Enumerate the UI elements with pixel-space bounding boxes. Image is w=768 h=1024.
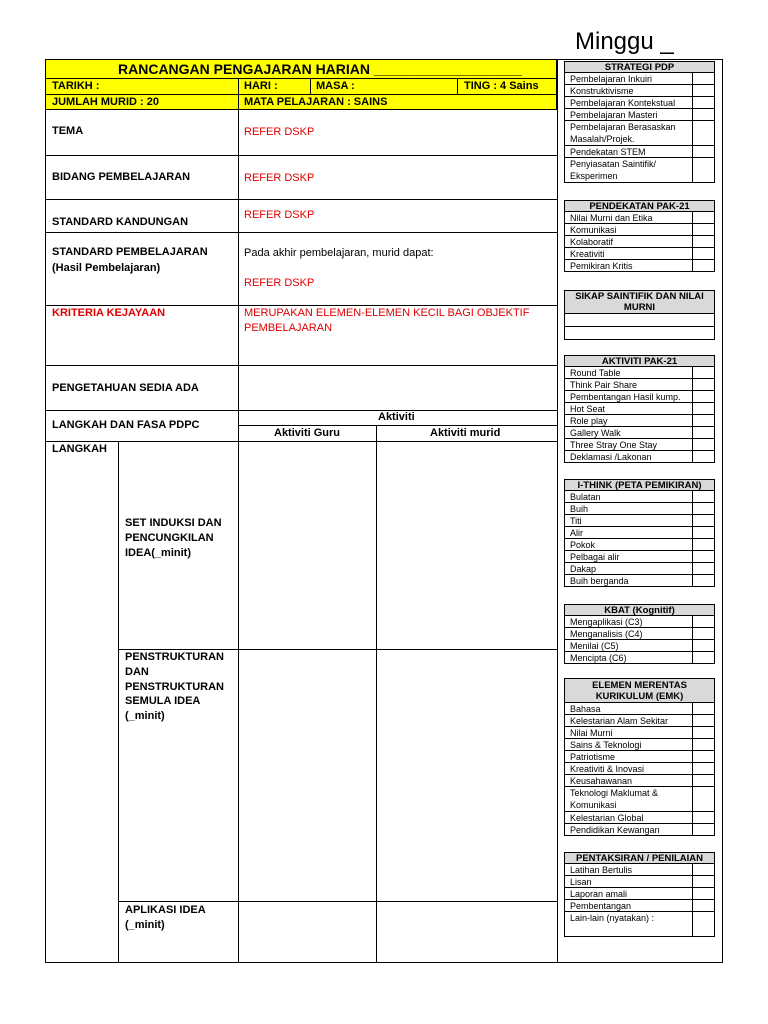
tick-box[interactable]: [692, 912, 714, 936]
sidebar-aktiviti-item-label: Gallery Walk: [570, 428, 621, 438]
sidebar-aktiviti-item-label: Role play: [570, 416, 608, 426]
sidebar-pak21-item-label: Kolaboratif: [570, 237, 614, 247]
langkah-label: LANGKAH: [52, 443, 107, 455]
sidebar-ithink-row: [564, 515, 715, 527]
sidebar-pak21-row: [564, 236, 715, 248]
sidebar-pak21-item-label: Komunikasi: [570, 225, 617, 235]
tick-box[interactable]: [692, 212, 714, 223]
tick-box[interactable]: [692, 775, 714, 786]
sidebar-emk-row: [564, 751, 715, 763]
aktiviti-guru-header: Aktiviti Guru: [274, 427, 341, 439]
sidebar-ithink-item-label: Titi: [570, 516, 582, 526]
sidebar-pak21-item-label: Nilai Murni dan Etika: [570, 213, 653, 223]
sidebar-ithink-item-label: Buih berganda: [570, 576, 629, 586]
tick-box[interactable]: [692, 224, 714, 235]
sidebar-ithink-row: [564, 503, 715, 515]
sidebar-ithink-item-label: Bulatan: [570, 492, 601, 502]
tick-box[interactable]: [692, 121, 714, 145]
mata-pelajaran-field: MATA PELAJARAN : SAINS: [244, 96, 388, 108]
sidebar-strategi-item-label: Pembelajaran Inkuiri: [570, 74, 653, 84]
tick-box[interactable]: [692, 652, 714, 663]
sidebar-kbat-item-label: Mengaplikasi (C3): [570, 617, 643, 627]
sidebar-ithink-title: I-THINK (PETA PEMIKIRAN): [564, 479, 715, 491]
masa-field: MASA :: [316, 80, 355, 92]
tick-box[interactable]: [692, 888, 714, 899]
tick-box[interactable]: [692, 539, 714, 550]
sidebar-strategi-row: [564, 73, 715, 85]
sidebar-kbat-row: [564, 628, 715, 640]
ting-field: TING : 4 Sains: [464, 80, 539, 92]
sidebar-pentaksiran-row: [564, 912, 715, 937]
sidebar-aktiviti-row: [564, 415, 715, 427]
sidebar-pentaksiran-row: [564, 888, 715, 900]
sidebar-emk-item-label: Patriotisme: [570, 752, 616, 762]
pengetahuan-label: PENGETAHUAN SEDIA ADA: [52, 382, 199, 394]
hasil-pembelajaran-label: (Hasil Pembelajaran): [52, 262, 161, 274]
tick-box[interactable]: [692, 427, 714, 438]
tick-box[interactable]: [692, 491, 714, 502]
sidebar-emk-item-label: Sains & Teknologi: [570, 740, 642, 750]
sidebar-aktiviti-row: [564, 439, 715, 451]
sidebar-ithink-row: [564, 539, 715, 551]
sidebar-sikap-title: SIKAP SAINTIFIK DAN NILAI MURNI: [564, 290, 715, 314]
sidebar-emk-row: [564, 824, 715, 836]
tick-box[interactable]: [692, 73, 714, 84]
sidebar-ithink-row: [564, 527, 715, 539]
sidebar-pentaksiran-item-label: Lisan: [570, 877, 592, 887]
sidebar-ithink-row: [564, 563, 715, 575]
sidebar-strategi-item-label: Pembelajaran Berasaskan Masalah/Projek.: [570, 122, 676, 144]
sidebar-kbat-item-label: Menganalisis (C4): [570, 629, 643, 639]
sidebar-emk-item-label: Kelestarian Global: [570, 813, 644, 823]
tick-box[interactable]: [692, 248, 714, 259]
sidebar-aktiviti-item-label: Pembentangan Hasil kump.: [570, 392, 681, 402]
sidebar-emk-row: [564, 812, 715, 824]
sidebar-emk-item-label: Kelestarian Alam Sekitar: [570, 716, 669, 726]
tick-box[interactable]: [692, 763, 714, 774]
standard-kandungan-value: REFER DSKP: [244, 209, 315, 221]
tick-box[interactable]: [692, 451, 714, 462]
sidebar-emk-item-label: Bahasa: [570, 704, 601, 714]
bidang-value: REFER DSKP: [244, 172, 315, 184]
sidebar-strategi-item-label: Pembelajaran Kontekstual: [570, 98, 676, 108]
sidebar-strategi-title: STRATEGI PDP: [564, 61, 715, 73]
sidebar-ithink-row: [564, 575, 715, 587]
bidang-label: BIDANG PEMBELAJARAN: [52, 171, 191, 183]
sidebar-emk-row: [564, 727, 715, 739]
sidebar-pentaksiran-row: [564, 876, 715, 888]
sidebar-aktiviti-item-label: Round Table: [570, 368, 621, 378]
tick-box[interactable]: [692, 439, 714, 450]
sidebar-sikap-row: [564, 314, 715, 327]
sidebar-ithink-item-label: Pelbagai alir: [570, 552, 620, 562]
langkah-fasa-label: LANGKAH DAN FASA PDPC: [52, 419, 200, 431]
week-label: Minggu _: [575, 28, 674, 55]
sidebar-aktiviti-row: [564, 427, 715, 439]
tick-box[interactable]: [692, 824, 714, 835]
sidebar-pak21-item-label: Kreativiti: [570, 249, 605, 259]
sidebar-pentaksiran-item-label: Laporan amali: [570, 889, 628, 899]
sidebar-pentaksiran-item-label: Latihan Bertulis: [570, 865, 633, 875]
sidebar-emk-row: [564, 763, 715, 775]
sidebar-emk-title: ELEMEN MERENTAS KURIKULUM (EMK): [564, 678, 715, 703]
sidebar-pak21-row: [564, 224, 715, 236]
sidebar-kbat-title: KBAT (Kognitif): [564, 604, 715, 616]
aktiviti-murid-header: Aktiviti murid: [430, 427, 501, 439]
sidebar-emk-row: [564, 703, 715, 715]
tick-box[interactable]: [692, 864, 714, 875]
tick-box[interactable]: [692, 527, 714, 538]
sidebar-kbat-item-label: Mencipta (C6): [570, 653, 627, 663]
sidebar-ithink-item-label: Dakap: [570, 564, 597, 574]
sidebar-pentaksiran-row: [564, 900, 715, 912]
tick-box[interactable]: [692, 715, 714, 726]
hari-field: HARI :: [244, 80, 278, 92]
standard-kandungan-label: STANDARD KANDUNGAN: [52, 216, 189, 228]
sidebar-sikap-row: [564, 327, 715, 340]
sidebar-strategi-item-label: Pendekatan STEM: [570, 147, 646, 157]
tick-box[interactable]: [692, 876, 714, 887]
sidebar-strategi-row: [564, 158, 715, 183]
sidebar-strategi-item-label: Pembelajaran Masteri: [570, 110, 658, 120]
standard-pembelajaran-value: REFER DSKP: [244, 277, 315, 289]
sidebar-strategi-row: [564, 85, 715, 97]
sidebar-pentaksiran-row: [564, 864, 715, 876]
standard-pembelajaran-label: STANDARD PEMBELAJARAN: [52, 246, 208, 258]
sidebar-kbat-row: [564, 652, 715, 664]
sidebar-emk-item-label: Kreativiti & Inovasi: [570, 764, 645, 774]
tick-box[interactable]: [692, 236, 714, 247]
sidebar-pak21-row: [564, 260, 715, 272]
jumlah-murid-field: JUMLAH MURID : 20: [52, 96, 159, 108]
kriteria-value-line1: MERUPAKAN ELEMEN-ELEMEN KECIL BAGI OBJEKTIF: [244, 307, 530, 319]
tick-box[interactable]: [692, 812, 714, 823]
sidebar-pak21-title: PENDEKATAN PAK-21: [564, 200, 715, 212]
tick-box[interactable]: [692, 751, 714, 762]
sidebar-pentaksiran-item-label: Pembentangan: [570, 901, 632, 911]
tick-box[interactable]: [692, 739, 714, 750]
sidebar-aktiviti-row: [564, 367, 715, 379]
tick-box[interactable]: [692, 551, 714, 562]
sidebar-emk-item-label: Teknologi Maklumat & Komunikasi: [570, 788, 659, 810]
tick-box[interactable]: [692, 727, 714, 738]
aktiviti-header: Aktiviti: [378, 411, 415, 423]
tick-box[interactable]: [692, 628, 714, 639]
tick-box[interactable]: [692, 109, 714, 120]
kriteria-label: KRITERIA KEJAYAAN: [52, 307, 166, 319]
sidebar-strategi-row: [564, 97, 715, 109]
sidebar-aktiviti-row: [564, 379, 715, 391]
sidebar-emk-row: [564, 787, 715, 812]
tick-box[interactable]: [692, 415, 714, 426]
tick-box[interactable]: [692, 146, 714, 157]
tema-label: TEMA: [52, 125, 84, 137]
kriteria-value-line2: PEMBELAJARAN: [244, 322, 333, 334]
tick-box[interactable]: [692, 575, 714, 586]
tick-box[interactable]: [692, 640, 714, 651]
sidebar-kbat-row: [564, 616, 715, 628]
sidebar-aktiviti-item-label: Think Pair Share: [570, 380, 638, 390]
tick-box[interactable]: [692, 391, 714, 402]
standard-pembelajaran-intro: Pada akhir pembelajaran, murid dapat:: [244, 247, 434, 259]
sidebar-emk-row: [564, 739, 715, 751]
sidebar-kbat-row: [564, 640, 715, 652]
header-title: RANCANGAN PENGAJARAN HARIAN ___________________: [118, 61, 522, 77]
tarikh-field: TARIKH :: [52, 80, 100, 92]
sidebar-emk-item-label: Pendidikan Kewangan: [570, 825, 660, 835]
sidebar-pak21-item-label: Pemikiran Kritis: [570, 261, 633, 271]
sidebar-pak21-row: [564, 248, 715, 260]
tick-box[interactable]: [692, 403, 714, 414]
sidebar-strategi-item-label: Konstruktivisme: [570, 86, 634, 96]
tick-box[interactable]: [692, 900, 714, 911]
tick-box[interactable]: [692, 616, 714, 627]
sidebar-ithink-item-label: Pokok: [570, 540, 596, 550]
sidebar-ithink-row: [564, 551, 715, 563]
sidebar-kbat-item-label: Menilai (C5): [570, 641, 619, 651]
sidebar-emk-row: [564, 775, 715, 787]
tick-box[interactable]: [692, 515, 714, 526]
sidebar-pak21-row: [564, 212, 715, 224]
tick-box[interactable]: [692, 787, 714, 811]
tick-box[interactable]: [692, 260, 714, 271]
sidebar-aktiviti-row: [564, 403, 715, 415]
tick-box[interactable]: [692, 97, 714, 108]
tick-box[interactable]: [692, 379, 714, 390]
tick-box[interactable]: [692, 563, 714, 574]
sidebar-ithink-item-label: Buih: [570, 504, 589, 514]
sidebar-ithink-row: [564, 491, 715, 503]
sidebar-aktiviti-title: AKTIVITI PAK-21: [564, 355, 715, 367]
sidebar-aktiviti-row: [564, 391, 715, 403]
sidebar-emk-row: [564, 715, 715, 727]
sidebar-aktiviti-row: [564, 451, 715, 463]
sidebar-pentaksiran-title: PENTAKSIRAN / PENILAIAN: [564, 852, 715, 864]
sidebar-aktiviti-item-label: Three Stray One Stay: [570, 440, 658, 450]
sidebar-aktiviti-item-label: Hot Seat: [570, 404, 606, 414]
tick-box[interactable]: [692, 503, 714, 514]
sidebar-strategi-item-label: Penyiasatan Saintifik/ Eksperimen: [570, 159, 657, 181]
sidebar-emk-item-label: Nilai Murni: [570, 728, 613, 738]
tick-box[interactable]: [692, 85, 714, 96]
tick-box[interactable]: [692, 703, 714, 714]
tick-box[interactable]: [692, 158, 714, 182]
sidebar-ithink-item-label: Alir: [570, 528, 583, 538]
tick-box[interactable]: [692, 367, 714, 378]
sidebar-emk-item-label: Keusahawanan: [570, 776, 633, 786]
sidebar-strategi-row: [564, 121, 715, 146]
sidebar-pentaksiran-item-label: Lain-lain (nyatakan) :: [570, 913, 655, 923]
sidebar-aktiviti-item-label: Deklamasi /Lakonan: [570, 452, 652, 462]
tema-value: REFER DSKP: [244, 126, 315, 138]
sidebar-strategi-row: [564, 146, 715, 158]
sidebar-strategi-row: [564, 109, 715, 121]
